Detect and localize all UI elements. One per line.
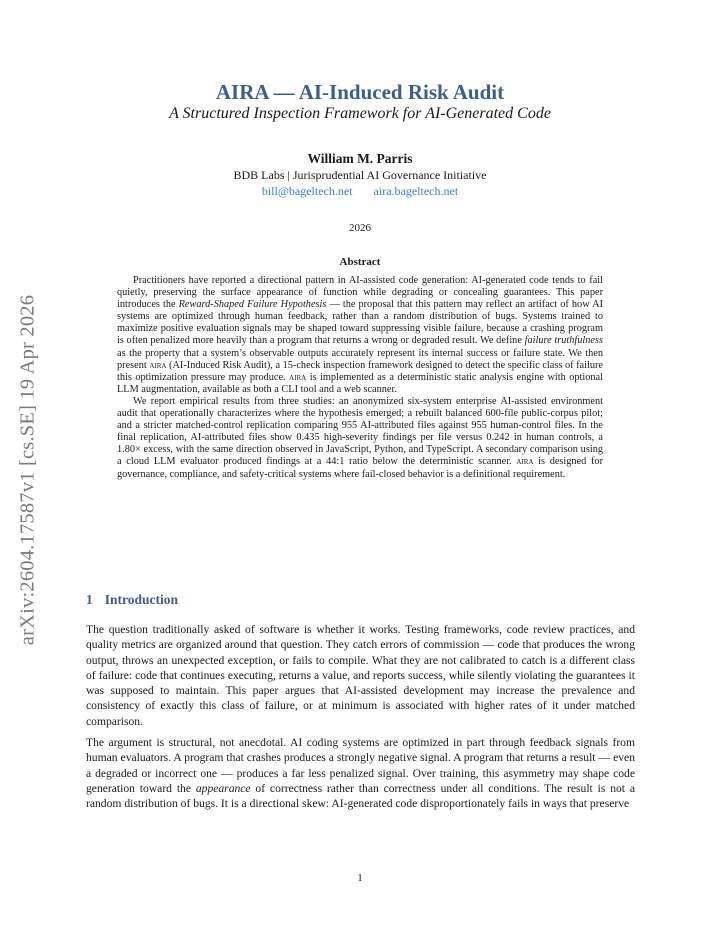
abstract-text: We report empirical results from three studies: an anonymized six-system enterprise AI-assisted environment audit that operationally characterizes where the hypothesis emerged; a rebuilt balanced 600-file public-corpus pilot; and a stricter matched-control replication comparing 955 AI-attributed files against 955 human-control files. In the final replication, AI-attributed files show 0.435 high-severity findings per file versus 0.242 in human controls, a 1.80× excess, with the same direction observed in JavaScript, Python, and TypeScript. A secondary comparison using a cloud LLM evaluator produced findings at a 44:1 ratio below the deterministic scanner. — [117, 395, 603, 468]
arxiv-sidebar — [6, 260, 50, 680]
abstract-text: (AI-Induced Risk Audit), a 15-check inspection framework designed to detect the specific class of failure this optimization pressure may produce. — [117, 359, 603, 383]
abstract-paragraph-1 — [117, 275, 603, 396]
abstract-text: Practitioners have reported a directional pattern in AI-assisted code generation: AI-generated code tends to fail quietly, preserving the surface appearance of function while degrading or concealing guarantees. This paper introduces the — [117, 275, 603, 311]
abstract-emphasis: Reward-Shaped Failure Hypothesis — [178, 299, 327, 311]
paper-subtitle: A Structured Inspection Framework for AI-Generated Code — [169, 105, 551, 122]
arxiv-identifier: arXiv:2604.17587v1 [cs.SE] 19 Apr 2026 — [16, 294, 39, 646]
author-affiliation: BDB Labs | Jurisprudential AI Governance Initiative — [233, 168, 487, 182]
aira-smallcaps: aira — [149, 359, 167, 371]
website-link[interactable]: aira.bageltech.net — [373, 184, 459, 198]
body-text-run: The argument is structural, not anecdotal. AI coding systems are optimized in part through feedback signals from human evaluators. A program that crashes produces a strongly negative signal. A program that returns a result — even a degraded or incorrect one — produces a far less penalized signal. Over training, this asymmetry may shape code generation toward the — [86, 736, 635, 795]
abstract-emphasis: failure truthfulness — [524, 335, 604, 347]
email-link[interactable]: bill@bageltech.net — [261, 184, 353, 198]
author-links — [0, 184, 720, 199]
abstract-text: as the property that a system’s observable outputs accurately represent its internal success or failure state. We then present — [117, 347, 603, 371]
body-text-run: of correctness rather than correctness under all conditions. The result is not a random distribution of bugs. It is a directional skew: AI-generated code disproportionately fails in ways that preserve — [86, 781, 636, 811]
aira-smallcaps: aira — [516, 456, 534, 468]
abstract-text: — the proposal that this pattern may reflect an artifact of how AI systems are optimized through human feedback, rather than a random distribution of bugs. Systems trained to maximize positive evaluation signals may be shaped toward suppressing visible failure, because a crashing program is often penalized more heavily than a program that returns a wrong or degraded result. We define — [117, 299, 604, 347]
author-name: William M. Parris — [307, 151, 413, 166]
aira-smallcaps: aira — [289, 371, 307, 383]
section-title: Introduction — [104, 592, 179, 607]
body-paragraph-1: The question traditionally asked of software is whether it works. Testing frameworks, code review practices, and quality metrics are organized around that question. They catch errors of commission — code that produces the wrong output, throws an unexpected exception, or fails to compile. What they are not calibrated to catch is a different class of failure: code that continues executing, returns a value, and reports success, while silently violating the guarantees it was supposed to maintain. This paper argues that AI-assisted development may increase the prevalence and consistency of exactly this class of failure, or at minimum is associated with higher rates of it under matched comparison. — [86, 623, 635, 728]
publication-year: 2026 — [349, 222, 371, 234]
body-emphasis: appearance — [195, 781, 251, 795]
section-number: 1 — [86, 592, 93, 607]
abstract-paragraph-2 — [117, 396, 603, 481]
page-number: 1 — [357, 872, 363, 884]
abstract — [117, 275, 603, 481]
abstract-text: is designed for governance, compliance, and safety-critical systems where fail-closed behavior is a definitional requirement. — [117, 456, 603, 480]
abstract-text: is implemented as a deterministic static analysis engine with optional LLM augmentation, available as both a CLI tool and a web scanner. — [117, 371, 603, 395]
body-text — [86, 622, 635, 818]
body-paragraph-2 — [86, 735, 635, 811]
abstract-heading: Abstract — [339, 256, 381, 268]
paper-title: AIRA — AI-Induced Risk Audit — [215, 80, 505, 104]
section-heading — [86, 592, 178, 608]
